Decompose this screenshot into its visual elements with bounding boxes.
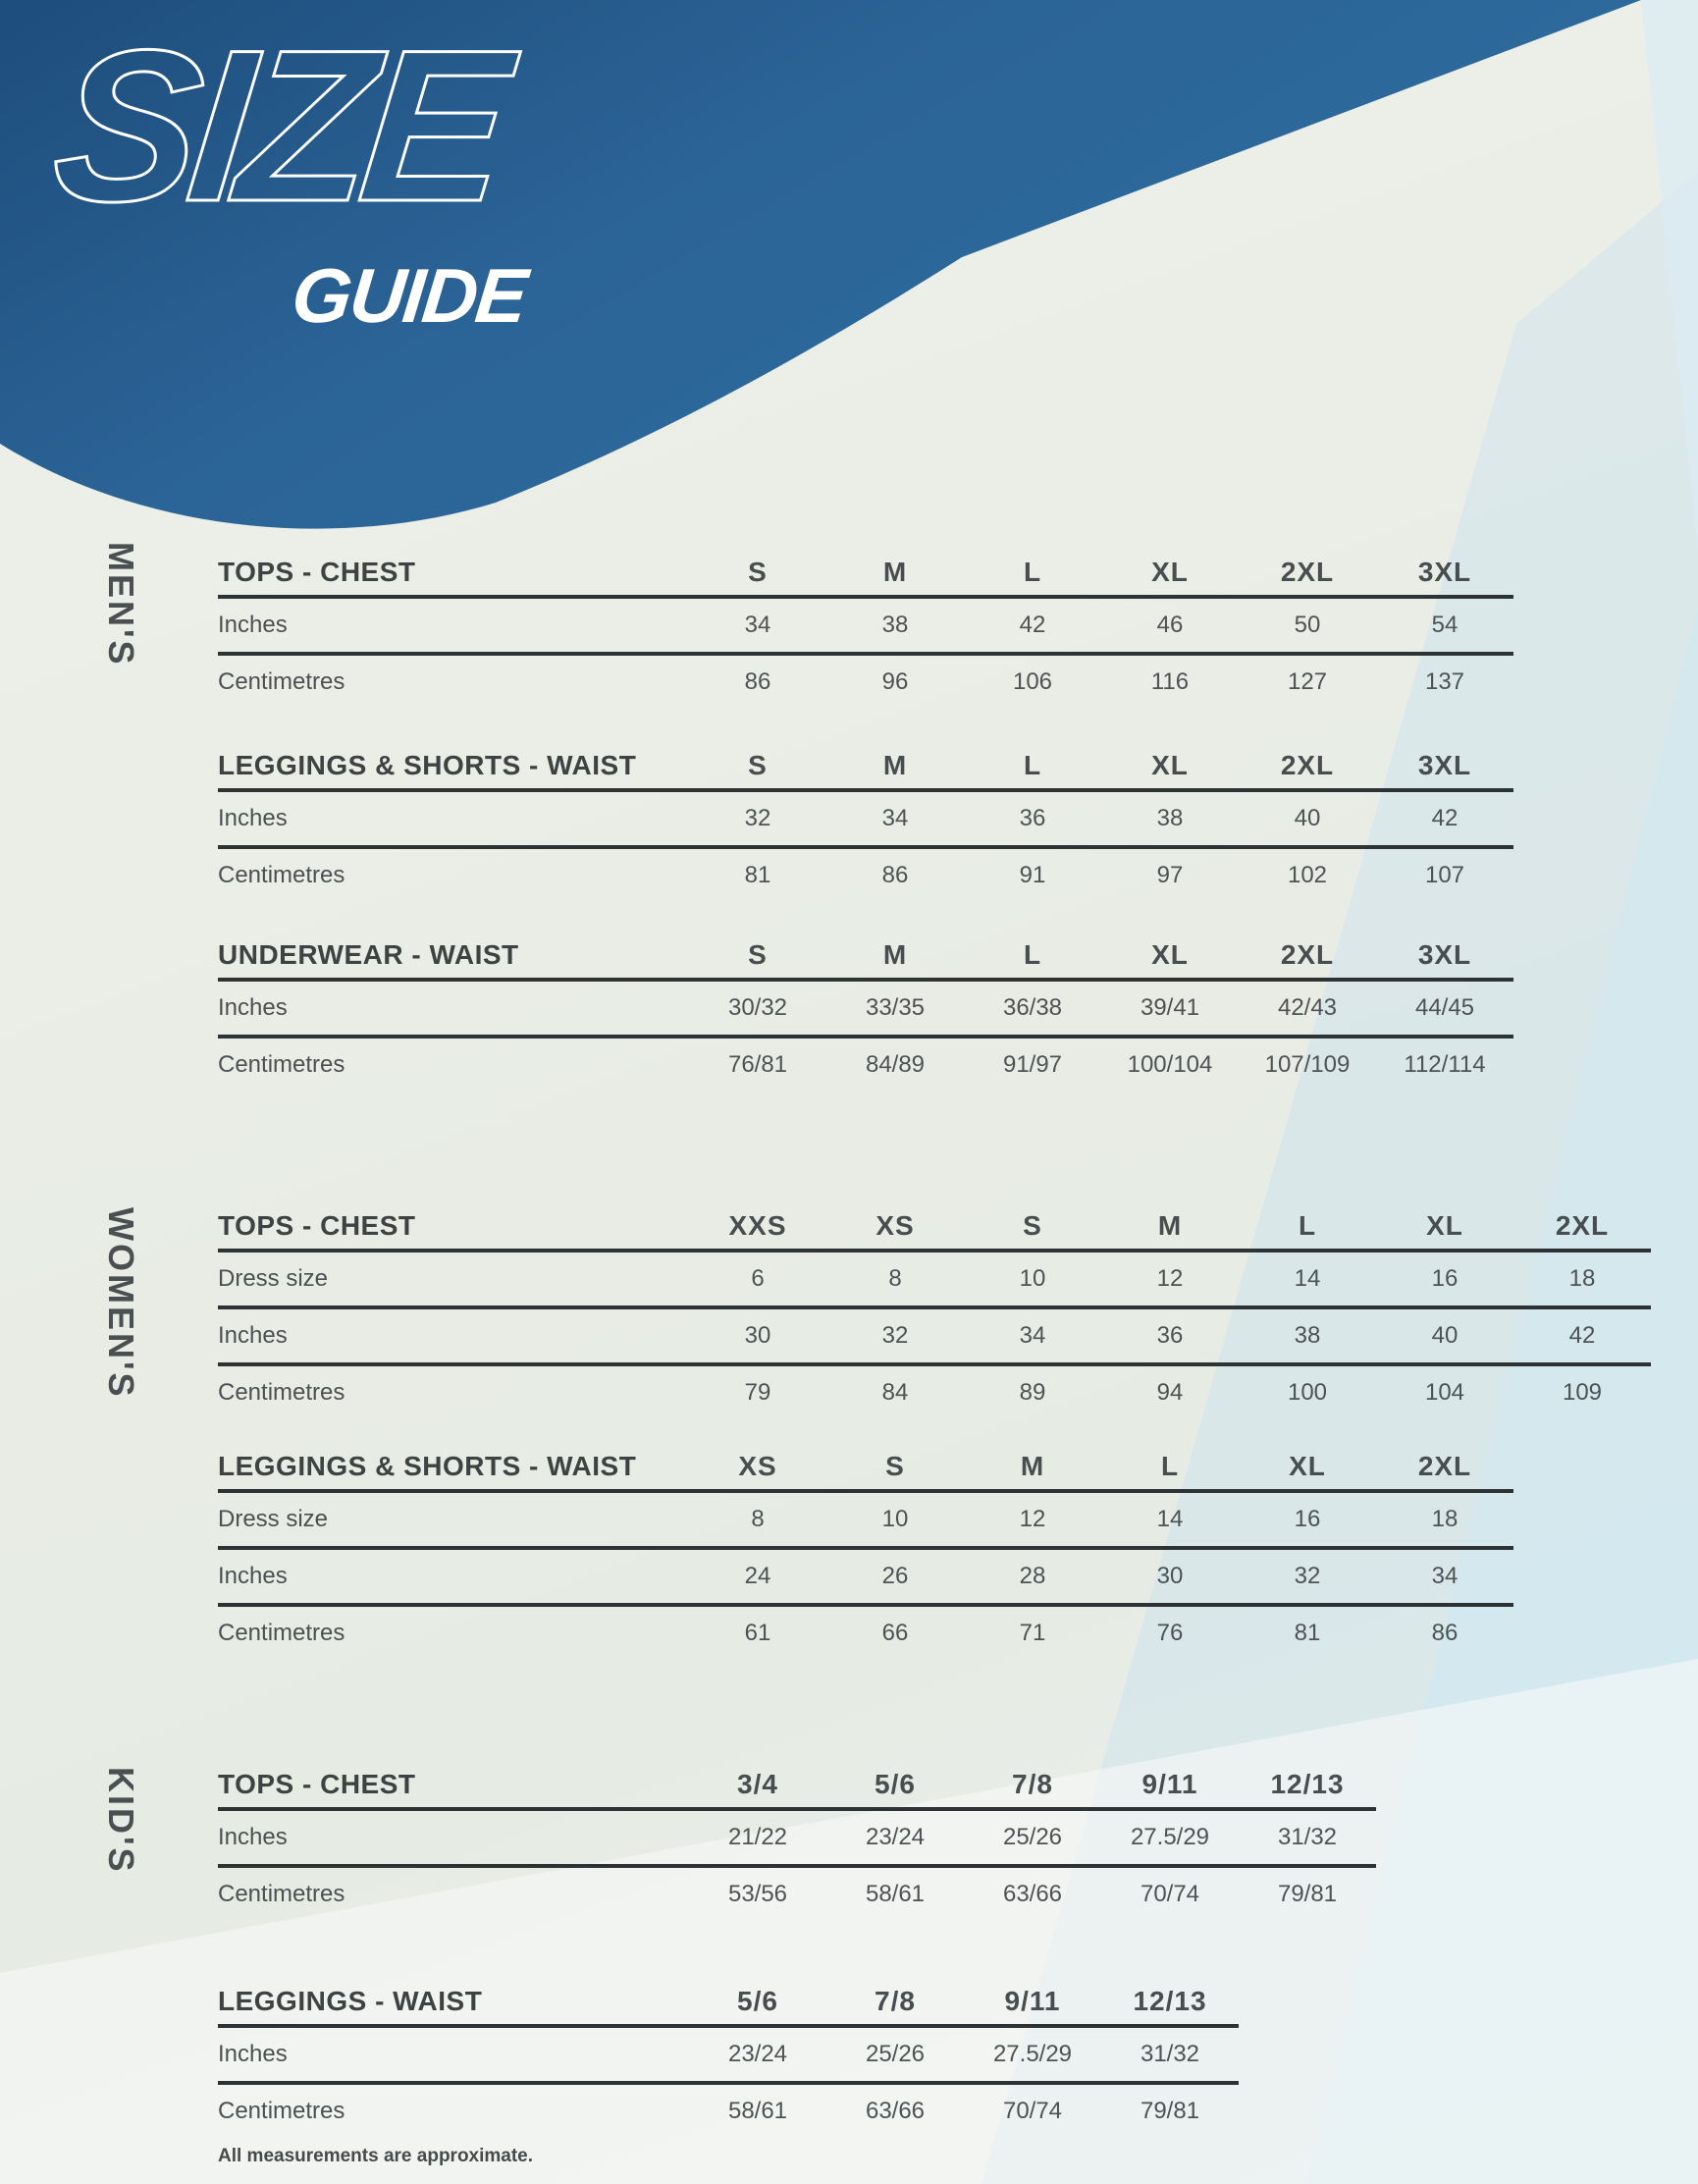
table-row (218, 1811, 1376, 1864)
size-cell: 86 (1431, 1620, 1459, 1646)
row-label: Inches (218, 612, 288, 638)
table-row (218, 1309, 1651, 1362)
size-cell: 34 (1019, 1322, 1046, 1349)
size-cell: 38 (1156, 805, 1184, 831)
size-cell: 24 (744, 1563, 771, 1589)
size-cell: 32 (881, 1322, 909, 1349)
size-cell: 10 (881, 1506, 909, 1532)
table-row (218, 1366, 1651, 1419)
size-cell: 42 (1568, 1322, 1596, 1349)
size-cell: 86 (881, 862, 909, 888)
size-cell: 42 (1431, 805, 1459, 831)
size-cell: 39/41 (1140, 994, 1200, 1021)
size-cell: 61 (744, 1620, 771, 1646)
size-cell: 26 (881, 1563, 909, 1589)
row-label: Inches (218, 1563, 288, 1589)
column-header: XL (1151, 557, 1189, 587)
size-cell: 116 (1150, 668, 1190, 695)
footnote: All measurements are approximate. (218, 2146, 534, 2166)
size-cell: 53/56 (727, 1881, 788, 1907)
table-title: LEGGINGS & SHORTS - WAIST (218, 750, 637, 780)
size-cell: 28 (1019, 1563, 1046, 1589)
size-cell: 10 (1019, 1265, 1046, 1292)
section-label-womens: WOMEN'S (101, 1207, 141, 1400)
size-cell: 76/81 (727, 1051, 788, 1078)
size-cell: 84 (881, 1379, 909, 1406)
column-header: L (1023, 750, 1042, 780)
column-header: M (882, 750, 908, 780)
table-title: LEGGINGS - WAIST (218, 1986, 483, 2016)
size-cell: 81 (1294, 1620, 1321, 1646)
column-header: 3/4 (737, 1769, 778, 1799)
size-cell: 38 (1294, 1322, 1321, 1349)
size-cell: 97 (1156, 862, 1184, 888)
column-header: 7/8 (875, 1986, 916, 2016)
size-cell: 12 (1019, 1506, 1046, 1532)
size-cell: 100/104 (1127, 1051, 1213, 1078)
column-header: S (748, 939, 768, 970)
column-header: 9/11 (1141, 1769, 1198, 1799)
size-cell: 36/38 (1002, 994, 1063, 1021)
size-cell: 127 (1287, 668, 1328, 695)
size-cell: 34 (744, 612, 771, 638)
size-cell: 79/81 (1140, 2098, 1200, 2124)
column-header: 3XL (1417, 750, 1472, 780)
size-cell: 32 (744, 805, 771, 831)
table-row (218, 1607, 1513, 1660)
table-header-row (218, 1979, 1239, 2024)
size-cell: 40 (1431, 1322, 1459, 1349)
row-label: Centimetres (218, 1881, 345, 1907)
size-cell: 94 (1156, 1379, 1184, 1406)
size-cell: 42/43 (1277, 994, 1338, 1021)
size-cell: 16 (1431, 1265, 1459, 1292)
size-cell: 63/66 (865, 2098, 926, 2124)
row-label: Centimetres (218, 668, 345, 695)
size-cell: 32 (1294, 1563, 1321, 1589)
size-cell: 36 (1156, 1322, 1184, 1349)
column-header: XL (1426, 1210, 1463, 1241)
size-table-mens-1 (218, 743, 1513, 902)
size-cell: 8 (751, 1506, 765, 1532)
size-cell: 63/66 (1002, 1881, 1063, 1907)
column-header: XS (876, 1210, 915, 1241)
table-row (218, 792, 1513, 845)
table-row (218, 599, 1513, 652)
column-header: XL (1289, 1451, 1326, 1481)
table-row (218, 1039, 1513, 1092)
logo-guide-text: GUIDE (288, 252, 530, 339)
size-cell: 76 (1156, 1620, 1184, 1646)
table-header-row (218, 1203, 1651, 1249)
row-label: Dress size (218, 1506, 329, 1532)
size-cell: 58/61 (865, 1881, 926, 1907)
size-table-mens-2 (218, 932, 1513, 1092)
size-cell: 71 (1019, 1620, 1046, 1646)
size-cell: 79 (744, 1379, 771, 1406)
row-label: Inches (218, 994, 288, 1021)
size-cell: 31/32 (1277, 1824, 1338, 1850)
row-label: Centimetres (218, 862, 345, 888)
size-cell: 70/74 (1140, 1881, 1200, 1907)
column-header: 5/6 (875, 1769, 916, 1799)
size-cell: 8 (888, 1265, 902, 1292)
size-table-womens-0 (218, 1203, 1651, 1419)
logo-size-text: SIZE (44, 5, 510, 246)
table-title: UNDERWEAR - WAIST (218, 939, 519, 970)
table-header-row (218, 743, 1513, 788)
column-header: XL (1151, 750, 1189, 780)
table-row (218, 1252, 1651, 1305)
column-header: 12/13 (1270, 1769, 1345, 1799)
size-cell: 96 (881, 668, 909, 695)
size-cell: 40 (1294, 805, 1321, 831)
column-header: L (1298, 1210, 1317, 1241)
size-cell: 16 (1294, 1506, 1321, 1532)
column-header: XXS (728, 1210, 787, 1241)
size-table-womens-1 (218, 1444, 1513, 1660)
column-header: M (1020, 1451, 1045, 1481)
size-cell: 30/32 (727, 994, 788, 1021)
size-cell: 79/81 (1277, 1881, 1338, 1907)
table-row (218, 1550, 1513, 1603)
column-header: L (1023, 939, 1042, 970)
size-cell: 18 (1431, 1506, 1459, 1532)
size-cell: 31/32 (1140, 2041, 1200, 2067)
row-label: Dress size (218, 1265, 329, 1292)
size-cell: 36 (1019, 805, 1046, 831)
size-cell: 100 (1287, 1379, 1328, 1406)
size-cell: 46 (1156, 612, 1184, 638)
section-label-kids: KID'S (101, 1767, 141, 1875)
size-cell: 137 (1424, 668, 1465, 695)
column-header: L (1160, 1451, 1180, 1481)
column-header: M (882, 557, 908, 587)
size-table-kids-1 (218, 1979, 1239, 2138)
column-header: 2XL (1280, 939, 1335, 970)
column-header: S (748, 750, 768, 780)
size-cell: 23/24 (727, 2041, 788, 2067)
table-row (218, 2028, 1239, 2081)
column-header: 2XL (1417, 1451, 1472, 1481)
size-cell: 70/74 (1002, 2098, 1063, 2124)
column-header: XS (738, 1451, 777, 1481)
column-header: S (1023, 1210, 1042, 1241)
column-header: 2XL (1280, 750, 1335, 780)
size-cell: 81 (744, 862, 771, 888)
size-table-kids-0 (218, 1762, 1376, 1921)
table-header-row (218, 1444, 1513, 1489)
size-cell: 27.5/29 (1130, 1824, 1210, 1850)
size-cell: 44/45 (1414, 994, 1475, 1021)
size-cell: 14 (1294, 1265, 1321, 1292)
size-cell: 106 (1012, 668, 1053, 695)
table-row (218, 849, 1513, 902)
column-header: 3XL (1417, 557, 1472, 587)
size-cell: 86 (744, 668, 771, 695)
table-title: TOPS - CHEST (218, 1210, 416, 1241)
size-cell: 34 (1431, 1563, 1459, 1589)
table-row (218, 2085, 1239, 2138)
table-title: LEGGINGS & SHORTS - WAIST (218, 1451, 637, 1481)
row-label: Inches (218, 805, 288, 831)
row-label: Inches (218, 2041, 288, 2067)
row-label: Centimetres (218, 1051, 345, 1078)
size-cell: 84/89 (865, 1051, 926, 1078)
size-table-mens-0 (218, 550, 1513, 709)
size-cell: 25/26 (865, 2041, 926, 2067)
row-label: Centimetres (218, 1379, 345, 1406)
size-cell: 30 (1156, 1563, 1184, 1589)
row-label: Centimetres (218, 2098, 345, 2124)
column-header: 12/13 (1133, 1986, 1207, 2016)
column-header: L (1023, 557, 1042, 587)
size-cell: 91 (1019, 862, 1046, 888)
column-header: 2XL (1555, 1210, 1610, 1241)
row-label: Inches (218, 1824, 288, 1850)
table-title: TOPS - CHEST (218, 1769, 416, 1799)
column-header: S (885, 1451, 905, 1481)
size-cell: 23/24 (865, 1824, 926, 1850)
size-cell: 33/35 (865, 994, 926, 1021)
size-cell: 42 (1019, 612, 1046, 638)
row-label: Inches (218, 1322, 288, 1349)
size-cell: 38 (881, 612, 909, 638)
table-row (218, 656, 1513, 709)
size-cell: 89 (1019, 1379, 1046, 1406)
size-cell: 21/22 (727, 1824, 788, 1850)
column-header: 2XL (1280, 557, 1335, 587)
column-header: M (1157, 1210, 1183, 1241)
table-header-row (218, 932, 1513, 978)
column-header: 7/8 (1012, 1769, 1053, 1799)
size-cell: 54 (1431, 612, 1459, 638)
size-cell: 58/61 (727, 2098, 788, 2124)
size-cell: 12 (1156, 1265, 1184, 1292)
section-label-mens: MEN'S (101, 542, 141, 667)
size-cell: 91/97 (1002, 1051, 1063, 1078)
column-header: M (882, 939, 908, 970)
size-cell: 107/109 (1264, 1051, 1351, 1078)
table-title: TOPS - CHEST (218, 557, 416, 587)
size-cell: 112/114 (1404, 1051, 1486, 1078)
size-cell: 102 (1287, 862, 1328, 888)
size-cell: 107 (1424, 862, 1465, 888)
size-cell: 66 (881, 1620, 909, 1646)
table-header-row (218, 550, 1513, 595)
size-cell: 30 (744, 1322, 771, 1349)
column-header: XL (1151, 939, 1189, 970)
row-label: Centimetres (218, 1620, 345, 1646)
table-header-row (218, 1762, 1376, 1807)
size-cell: 18 (1568, 1265, 1596, 1292)
size-cell: 14 (1156, 1506, 1184, 1532)
column-header: 5/6 (737, 1986, 778, 2016)
size-cell: 104 (1424, 1379, 1465, 1406)
column-header: 3XL (1417, 939, 1472, 970)
size-cell: 50 (1294, 612, 1321, 638)
size-cell: 109 (1562, 1379, 1603, 1406)
size-cell: 34 (881, 805, 909, 831)
size-cell: 6 (751, 1265, 765, 1292)
size-cell: 25/26 (1002, 1824, 1063, 1850)
table-row (218, 1868, 1376, 1921)
column-header: 9/11 (1004, 1986, 1061, 2016)
table-row (218, 982, 1513, 1035)
table-row (218, 1493, 1513, 1546)
column-header: S (748, 557, 768, 587)
size-cell: 27.5/29 (992, 2041, 1073, 2067)
